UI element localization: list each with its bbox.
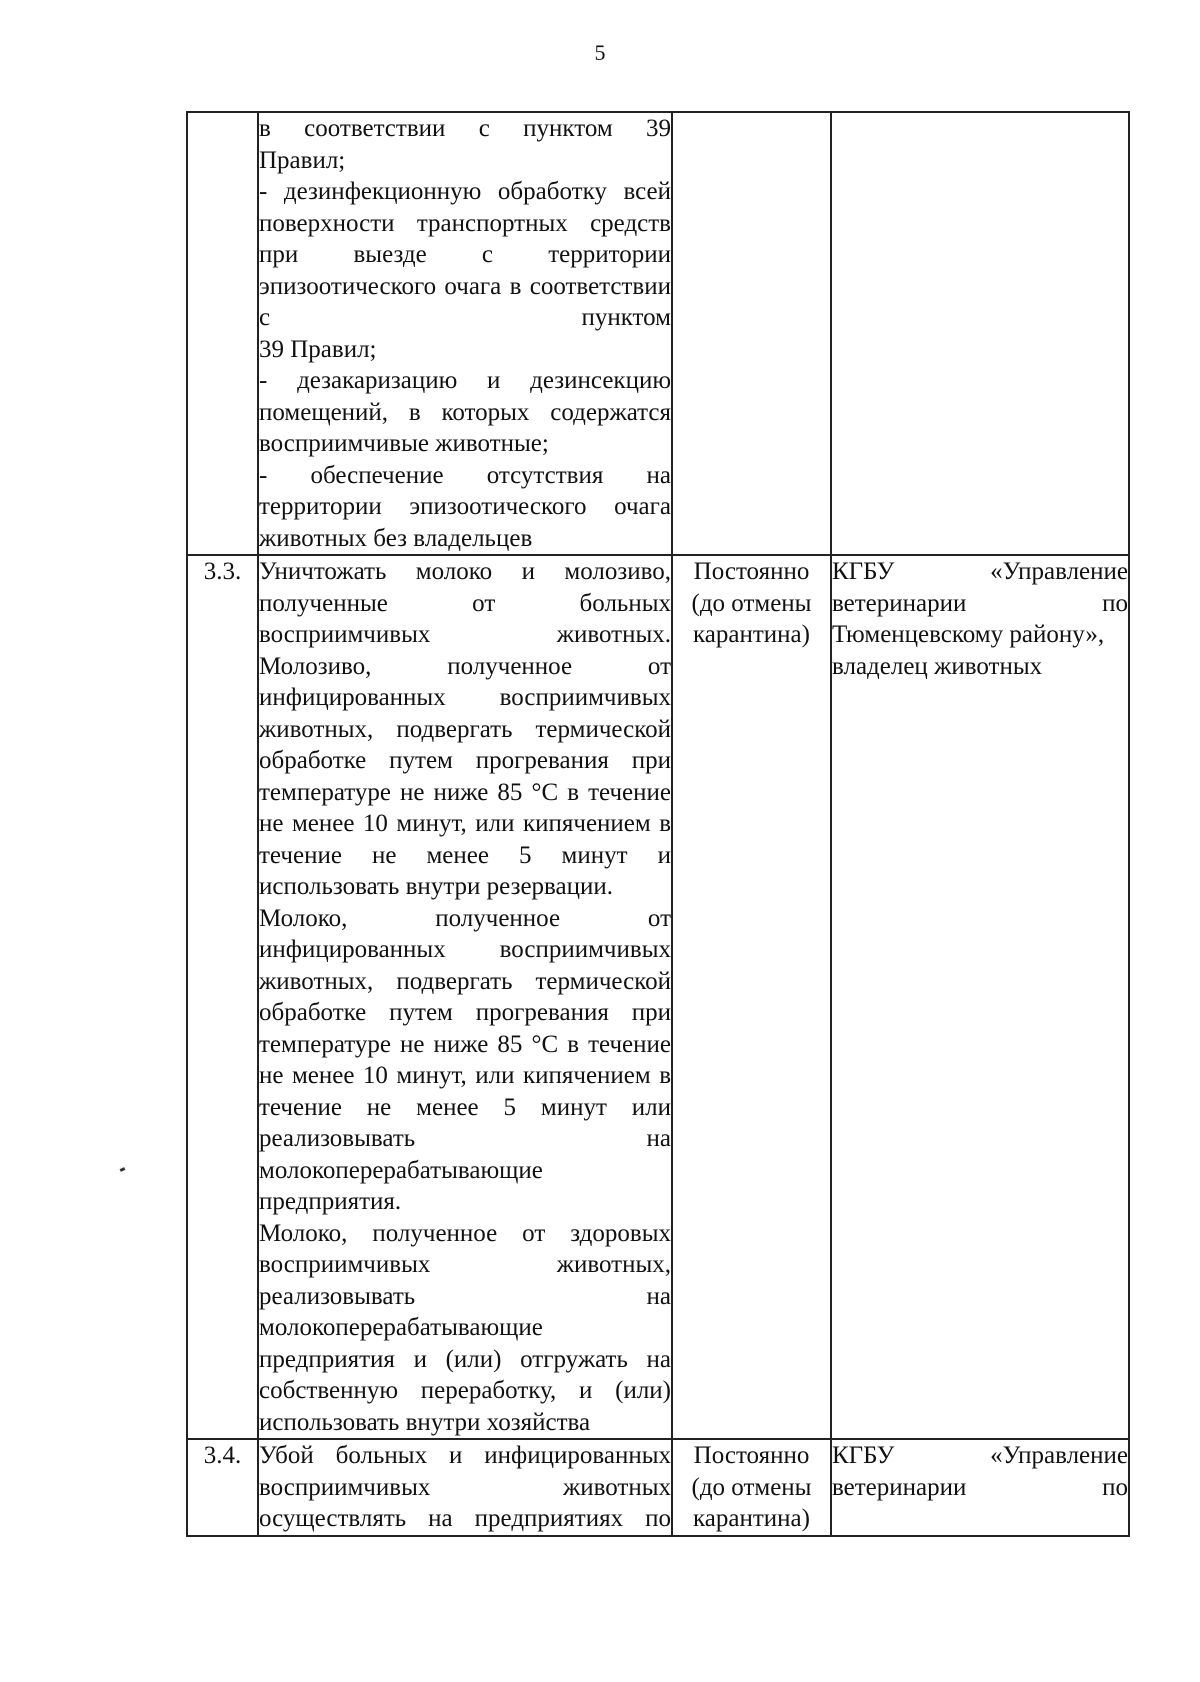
description-paragraph: 39 Правил;: [259, 335, 377, 363]
description-paragraph: Молозиво, полученное от инфицированных восприимчивых животных, подвергать термической обработке путем прогревания при температуре не ниже 85 °С в течение не менее 10 минут, или кипячением в течение не менее 5 минут и использовать внутри резервации.: [259, 652, 671, 900]
deadline: [672, 555, 831, 1439]
measure-description: [258, 555, 672, 1439]
description-paragraph: Уничтожать молоко и молозиво, полученные от больных восприимчивых животных.: [259, 558, 671, 648]
deadline: [672, 112, 831, 555]
description-paragraph: Молоко, полученное от инфицированных восприимчивых животных, подвергать термической обработке путем прогревания при температуре не ниже 85 °С в течение не менее 10 минут, или кипячением в течение не менее 5 минут или реализовывать на молокоперерабатывающие предприятия.: [259, 904, 671, 1215]
deadline-line: Постоянно: [693, 1442, 810, 1469]
table-row: [187, 112, 1129, 555]
measure-description: [258, 1439, 672, 1536]
deadline-line: (до отмены: [691, 589, 812, 617]
responsible-paragraph: КГБУ «Управление ветеринарии по: [832, 1442, 1128, 1501]
deadline: [672, 1439, 831, 1536]
deadline-line: карантина): [693, 621, 810, 648]
scan-speck: [120, 1167, 126, 1172]
measures-table: [186, 111, 1130, 1537]
measure-description: [258, 112, 672, 555]
table-row: [187, 555, 1129, 1439]
item-number: [187, 112, 258, 555]
responsible-party: [831, 1439, 1129, 1536]
page-number: 5: [594, 40, 606, 65]
description-paragraph: - обеспечение отсутствия на территории эпизоотического очага животных без владельцев: [259, 461, 671, 552]
description-paragraph: - дезакаризацию и дезинсекцию помещений, в которых содержатся восприимчивые животные;: [259, 367, 671, 457]
deadline-line: Постоянно: [693, 558, 810, 585]
deadline-line: карантина): [693, 1505, 810, 1532]
responsible-paragraph: владелец животных: [832, 652, 1043, 680]
responsible-party: [831, 555, 1129, 1439]
measures-table-body: [187, 112, 1129, 1536]
description-paragraph: Убой больных и инфицированных восприимчивых животных осуществлять на предприятиях по: [259, 1442, 671, 1532]
description-paragraph: - дезинфекционную обработку всей поверхности транспортных средств при выезде с территории эпизоотического очага в соответствии с пунктом: [259, 178, 671, 331]
item-number: 3.3.: [187, 555, 258, 1439]
description-paragraph: в соответствии с пунктом 39: [259, 115, 671, 142]
description-paragraph: Молоко, полученное от здоровых восприимчивых животных, реализовывать на молокоперерабатывающие предприятия и (или) отгружать на собственную переработку, и (или) использовать внутри хозяйства: [259, 1219, 671, 1436]
deadline-line: (до отмены: [691, 1473, 812, 1501]
responsible-paragraph: КГБУ «Управление ветеринарии по Тюменцевскому району»,: [832, 558, 1128, 648]
responsible-party: [831, 112, 1129, 555]
table-row: [187, 1439, 1129, 1536]
item-number: 3.4.: [187, 1439, 258, 1536]
description-paragraph: Правил;: [259, 146, 346, 174]
